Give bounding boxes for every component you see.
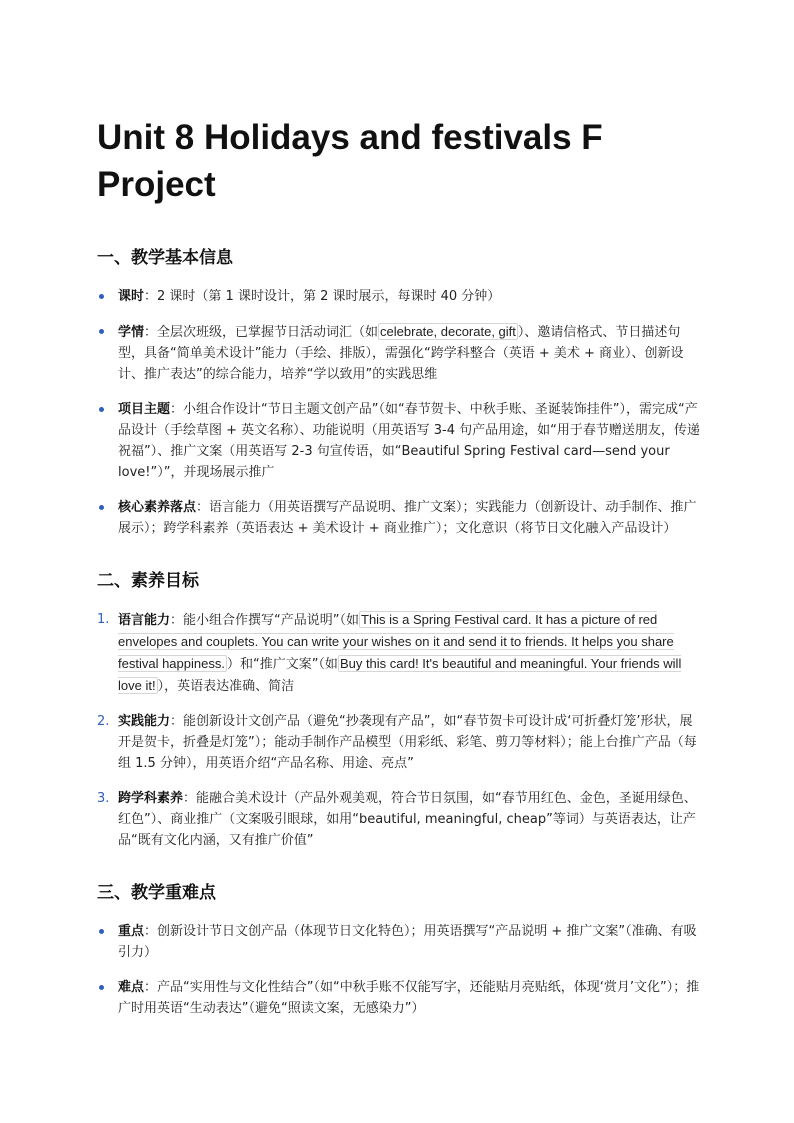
item-text: ）、邀请信格式、节日描述句型，具备“简单美术设计”能力（手绘、排版），需强化“跨学科整合（英语 + 美术 + 商业）、创新设计、推广表达”的综合能力，培养“学以致用”的实践思维 [118,325,684,382]
item-text: ）和“推广文案”（如 [226,657,338,672]
highlighted-example: This is a Spring Festival card. It has a picture of red envelopes and couplets. You can write your wishes on it and send it to friends. It helps you share festival happiness. [118,612,674,671]
highlighted-example: Buy this card! It's beautiful and meaningful. Your friends will love it! [118,656,682,693]
section-heading-basic-info: 一、教学基本信息 [97,248,233,268]
list-item [97,921,701,963]
bullet-icon [99,985,104,990]
item-text: ：创新设计节日文创产品（体现节日文化特色）；用英语撰写“产品说明 + 推广文案”（准确、有吸引力） [118,924,697,960]
bullet-icon [99,329,104,334]
item-label: 项目主题 [118,402,171,417]
list-item [97,977,701,1019]
key-points-list [97,921,701,1019]
list-number: 1. [97,612,110,627]
item-text: ：语言能力（用英语撰写产品说明、推广文案）；实践能力（创新设计、动手制作、推广展示）；跨学科素养（英语表达 + 美术设计 + 商业推广）；文化意识（将节日文化融入产品设计） [118,500,697,536]
list-item [97,788,701,851]
list-item [97,321,701,385]
item-label: 语言能力 [118,613,171,628]
bullet-icon [99,929,104,934]
bullet-icon [99,294,104,299]
document-title: Unit 8 Holidays and festivals F Project [97,118,603,204]
section-heading-goals: 二、素养目标 [97,571,199,591]
highlighted-example: celebrate, decorate, gift [380,324,516,339]
list-item [97,399,701,483]
item-text: ），英语表达准确、简洁 [157,679,295,694]
section-heading-key-points: 三、教学重难点 [97,883,216,903]
basic-info-list [97,286,701,539]
item-text: ：全层次班级，已掌握节日活动词汇（如 [144,325,379,340]
bullet-icon [99,505,104,510]
item-text: ：能创新设计文创产品（避免“抄袭现有产品”，如“春节贺卡可设计成‘可折叠灯笼’形状，展开是贺卡，折叠是灯笼”）；能动手制作产品模型（用彩纸、彩笔、剪刀等材料）；能上台推广产品（每组 1.5 分钟），用英语介绍“产品名称、用途、亮点” [118,714,697,771]
document-page [97,114,701,1033]
goals-list [97,609,701,851]
bullet-icon [99,407,104,412]
list-number: 3. [97,791,110,806]
list-item [97,286,701,307]
item-text: ：能小组合作撰写“产品说明”（如 [170,613,359,628]
item-text: ：2 课时（第 1 课时设计，第 2 课时展示，每课时 40 分钟） [144,289,501,304]
list-item [97,609,701,697]
item-label: 课时 [118,289,145,304]
item-label: 跨学科素养 [118,791,184,806]
item-label: 难点 [118,980,145,995]
item-text: ：能融合美术设计（产品外观美观，符合节日氛围，如“春节用红色、金色，圣诞用绿色、红色”）、商业推广（文案吸引眼球，如用“beautiful, meaningful, cheap”等词）与英语表达，让产品“既有文化内涵，又有推广价值” [118,791,697,848]
list-item [97,711,701,774]
item-label: 学情 [118,325,145,340]
item-text: ：产品“实用性与文化性结合”（如“中秋手账不仅能写字，还能贴月亮贴纸，体现‘赏月’文化”）；推广时用英语“生动表达”（避免“照读文案，无感染力”） [118,980,700,1016]
item-label: 核心素养落点 [118,500,197,515]
item-text: ：小组合作设计“节日主题文创产品”（如“春节贺卡、中秋手账、圣诞装饰挂件”），需完成“产品设计（手绘草图 + 英文名称）、功能说明（用英语写 3-4 句产品用途，如“用于春节赠送朋友，传递祝福”）、推广文案（用英语写 2-3 句宣传语，如“Beautiful Spring Festival card—send your love!”）”，并现场展示推广 [118,402,700,480]
item-label: 重点 [118,924,145,939]
list-number: 2. [97,714,110,729]
list-item [97,497,701,539]
item-label: 实践能力 [118,714,171,729]
